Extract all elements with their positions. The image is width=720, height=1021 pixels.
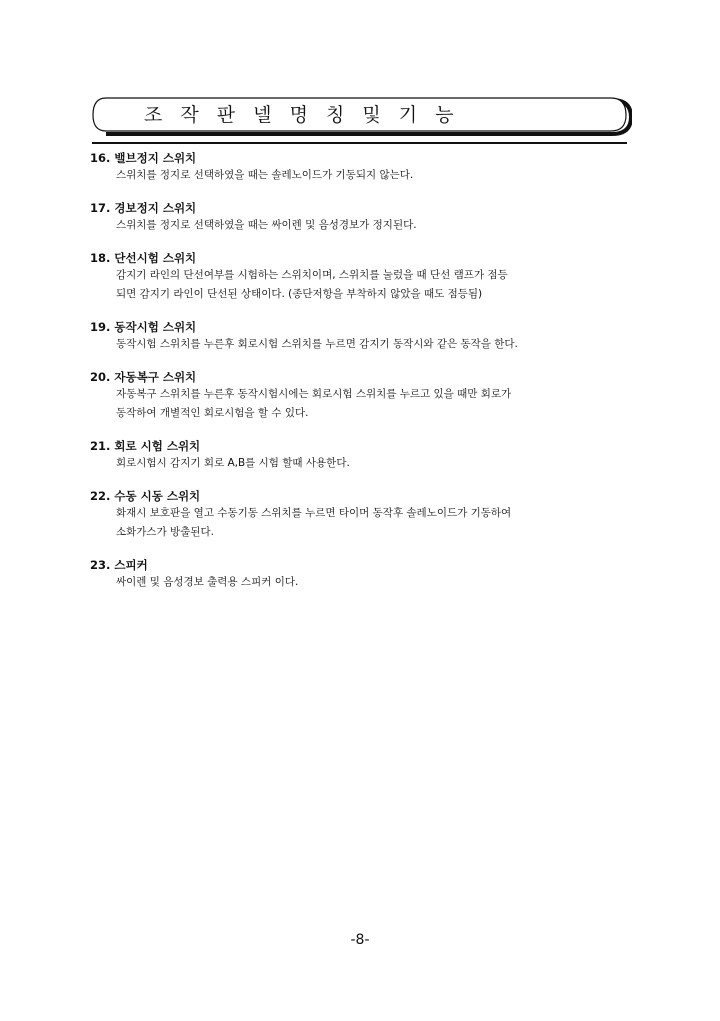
section-description [90,166,630,185]
section-number: 16. [90,151,111,165]
title-banner [92,97,628,133]
section-number: 19. [90,320,111,334]
title-underline [92,142,627,144]
function-list [90,150,630,607]
description-line: 동작하여 개별적인 회로시험을 할 수 있다. [116,407,309,419]
section-title: 자동복구 스위치 [114,370,197,384]
section-number: 18. [90,251,111,265]
section-heading [90,250,630,266]
section-description [90,216,630,235]
section-description [90,454,630,473]
description-line: 되면 감지기 라인이 단선된 상태이다. (종단저항을 부착하지 않았을 때도 점등됨) [116,288,483,300]
section-speaker [90,557,630,592]
section-heading [90,438,630,454]
section-disconnection-test-switch [90,250,630,304]
section-description [90,504,630,542]
section-title: 회로 시험 스위치 [114,439,201,453]
description-line: 스위치를 정지로 선택하였을 때는 솔레노이드가 기동되지 않는다. [116,169,414,181]
section-number: 20. [90,370,111,384]
section-description [90,266,630,304]
section-heading [90,150,630,166]
section-heading [90,200,630,216]
section-description [90,335,630,354]
section-title: 밸브정지 스위치 [114,151,197,165]
section-alarm-stop-switch [90,200,630,235]
section-description [90,573,630,592]
description-line: 자동복구 스위치를 누른후 동작시험시에는 회로시험 스위치를 누르고 있을 때만 회로가 [116,388,512,400]
page-number: -8- [350,932,370,948]
description-line: 소화가스가 방출된다. [116,526,214,538]
description-line: 동작시험 스위치를 누른후 회로시험 스위치를 누르면 감지기 동작시와 같은 동작을 한다. [116,338,518,350]
section-auto-reset-switch [90,369,630,423]
section-heading [90,369,630,385]
section-operation-test-switch [90,319,630,354]
section-number: 22. [90,489,111,503]
section-title: 단선시험 스위치 [114,251,197,265]
page-title: 조 작 판 넬 명 칭 및 기 능 [144,104,460,126]
section-title: 경보정지 스위치 [114,201,197,215]
section-heading [90,319,630,335]
section-valve-stop-switch [90,150,630,185]
section-manual-start-switch [90,488,630,542]
section-description [90,385,630,423]
description-line: 화재시 보호판을 열고 수동기동 스위치를 누르면 타이머 동작후 솔레노이드가 기동하여 [116,507,512,519]
section-heading [90,557,630,573]
description-line: 싸이렌 및 음성경보 출력용 스피커 이다. [116,576,299,588]
section-circuit-test-switch [90,438,630,473]
section-title: 동작시험 스위치 [114,320,197,334]
section-heading [90,488,630,504]
section-number: 17. [90,201,111,215]
section-number: 21. [90,439,111,453]
description-line: 감지기 라인의 단선여부를 시험하는 스위치이며, 스위치를 눌렀을 때 단선 램프가 점등 [116,269,508,281]
section-title: 스피커 [114,558,148,572]
description-line: 스위치를 정지로 선택하였을 때는 싸이렌 및 음성경보가 정지된다. [116,219,417,231]
description-line: 회로시험시 감지기 회로 A,B를 시험 할때 사용한다. [116,457,350,469]
section-number: 23. [90,558,111,572]
section-title: 수동 시동 스위치 [114,489,201,503]
